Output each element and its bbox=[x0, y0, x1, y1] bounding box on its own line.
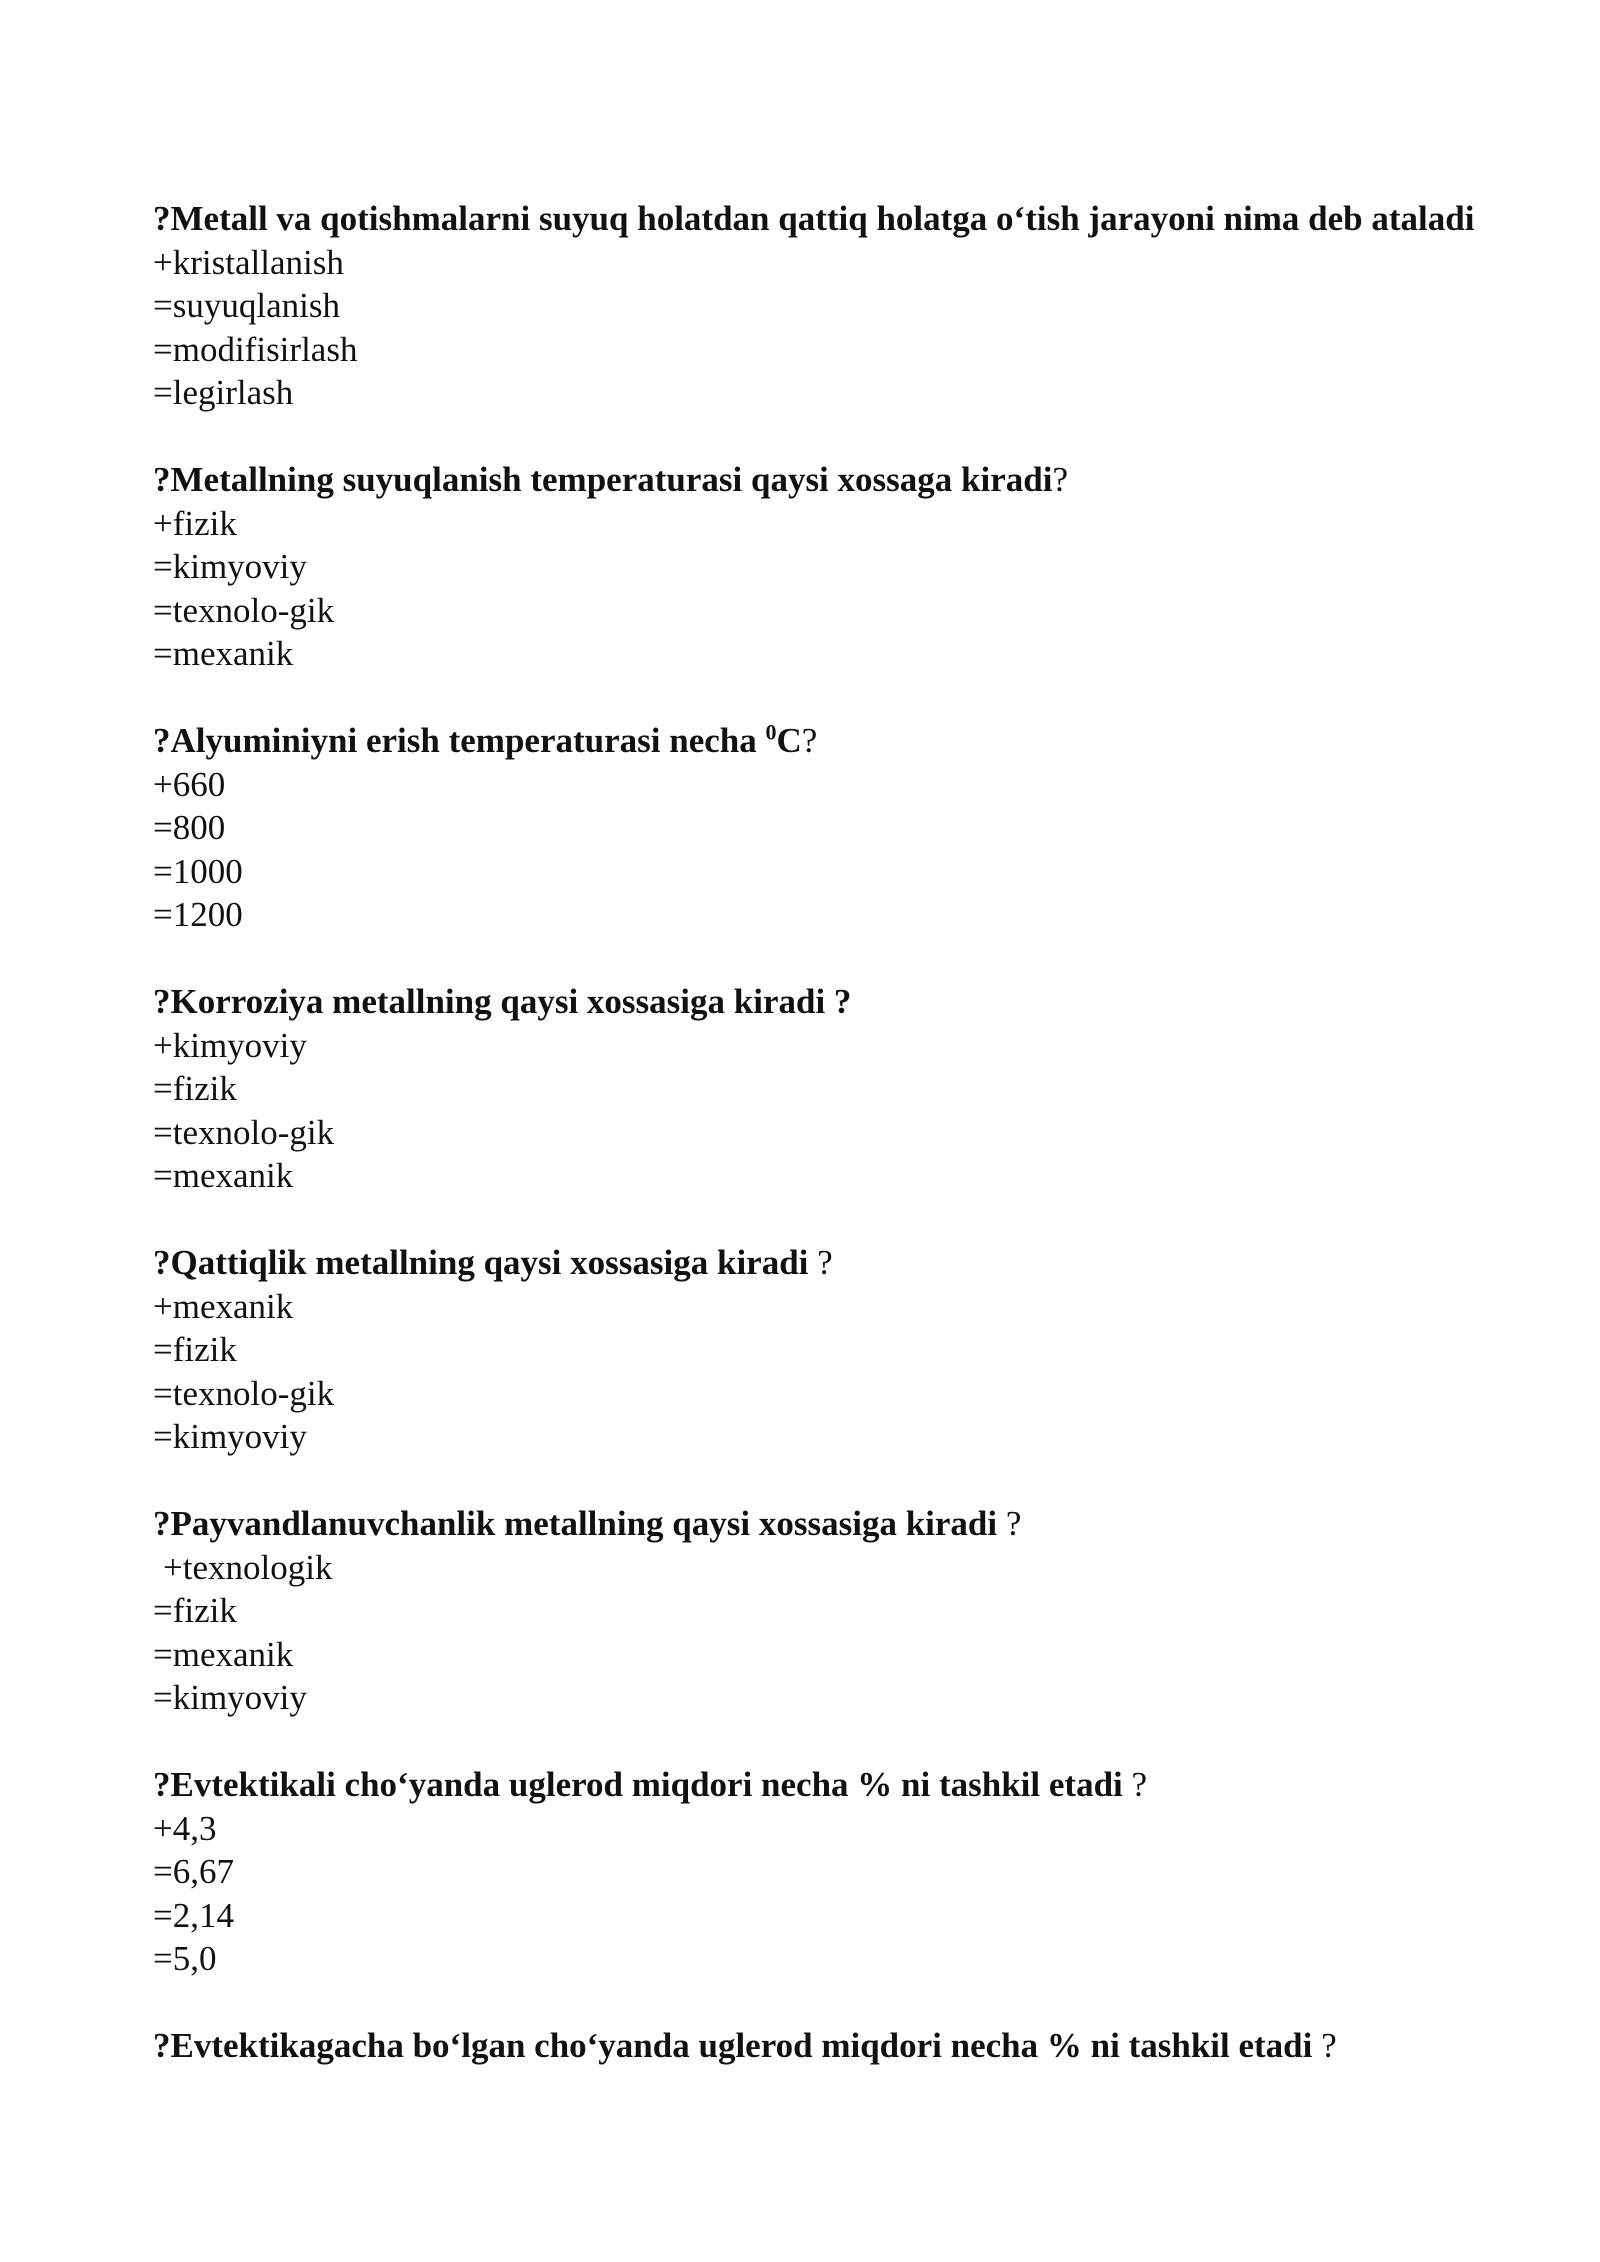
question-block-2 bbox=[153, 458, 1525, 676]
question-bold-text: ?Evtektikagacha bo‘lgan cho‘yanda uglerod miqdori necha % ni tashkil etadi bbox=[153, 2026, 1313, 2065]
question-text bbox=[153, 719, 1525, 763]
question-tail-text: ? bbox=[808, 1243, 833, 1282]
question-text bbox=[153, 1763, 1525, 1807]
answer-option: =kimyoviy bbox=[153, 1678, 307, 1717]
question-tail-text: ? bbox=[1052, 460, 1068, 499]
question-text bbox=[153, 1241, 1525, 1285]
question-bold-text: ?Korroziya metallning qaysi xossasiga kiradi ? bbox=[153, 982, 852, 1021]
question-block-7 bbox=[153, 1763, 1525, 1981]
question-block-4 bbox=[153, 980, 1525, 1198]
answer-option: =2,14 bbox=[153, 1895, 234, 1935]
question-text bbox=[153, 458, 1525, 502]
answer-option: =kimyoviy bbox=[153, 547, 307, 586]
answer-option: =fizik bbox=[153, 1591, 237, 1630]
answer-options bbox=[153, 241, 1525, 415]
degree-superscript: 0 bbox=[765, 719, 777, 745]
question-block-6 bbox=[153, 1502, 1525, 1720]
answer-options bbox=[153, 502, 1525, 676]
answer-option: =6,67 bbox=[153, 1852, 234, 1891]
answer-options bbox=[153, 1024, 1525, 1198]
answer-option: +kristallanish bbox=[153, 242, 344, 282]
answer-option: =texnolo-gik bbox=[153, 1112, 335, 1152]
question-bold-text: ?Evtektikali cho‘yanda uglerod miqdori necha % ni tashkil etadi bbox=[153, 1765, 1123, 1804]
question-block-8 bbox=[153, 2024, 1525, 2068]
answer-option: +kimyoviy bbox=[153, 1025, 307, 1065]
answer-option: +4,3 bbox=[153, 1808, 217, 1848]
answer-options bbox=[153, 1285, 1525, 1459]
question-block-1 bbox=[153, 197, 1525, 415]
question-tail-text: ? bbox=[1312, 2026, 1337, 2065]
answer-option: =legirlash bbox=[153, 373, 294, 412]
question-bold-text: ?Alyuminiyni erish temperaturasi necha bbox=[153, 721, 766, 760]
question-bold-text: ?Metall va qotishmalarni suyuq holatdan qattiq holatga o‘tish jarayoni nima deb ataladi bbox=[153, 199, 1475, 238]
answer-option: =1200 bbox=[153, 895, 243, 934]
answer-option: =mexanik bbox=[153, 1634, 294, 1674]
answer-option: =suyuqlanish bbox=[153, 286, 340, 325]
answer-option: =texnolo-gik bbox=[153, 590, 335, 630]
answer-option: =fizik bbox=[153, 1330, 237, 1369]
answer-option: +660 bbox=[153, 764, 226, 804]
answer-option: =mexanik bbox=[153, 1156, 294, 1195]
answer-option: =modifisirlash bbox=[153, 329, 358, 369]
question-block-3 bbox=[153, 719, 1525, 937]
answer-option: =texnolo-gik bbox=[153, 1373, 335, 1413]
question-text bbox=[153, 197, 1525, 241]
question-tail-text: ? bbox=[801, 721, 818, 760]
question-text bbox=[153, 1502, 1525, 1546]
question-bold-text: ?Qattiqlik metallning qaysi xossasiga kiradi bbox=[153, 1243, 809, 1282]
answer-option: =1000 bbox=[153, 851, 243, 891]
answer-option: =mexanik bbox=[153, 634, 294, 673]
answer-options bbox=[153, 1546, 1525, 1720]
answer-option: =kimyoviy bbox=[153, 1417, 307, 1456]
question-tail-text: ? bbox=[1122, 1765, 1148, 1804]
answer-option: =fizik bbox=[153, 1069, 237, 1108]
answer-option: +fizik bbox=[153, 503, 237, 543]
question-block-5 bbox=[153, 1241, 1525, 1459]
answer-option: =800 bbox=[153, 808, 226, 847]
answer-option: +mexanik bbox=[153, 1286, 294, 1326]
document-body bbox=[153, 197, 1525, 2111]
question-text bbox=[153, 980, 1525, 1024]
answer-option: =5,0 bbox=[153, 1939, 217, 1978]
question-bold-unit: C bbox=[776, 721, 802, 760]
question-text bbox=[153, 2024, 1525, 2068]
question-tail-text: ? bbox=[997, 1504, 1022, 1543]
answer-options bbox=[153, 1807, 1525, 1981]
question-bold-text: ?Metallning suyuqlanish temperaturasi qaysi xossaga kiradi bbox=[153, 460, 1053, 499]
question-bold-text: ?Payvandlanuvchanlik metallning qaysi xossasiga kiradi bbox=[153, 1504, 998, 1543]
answer-option: +texnologik bbox=[163, 1547, 333, 1587]
answer-options bbox=[153, 763, 1525, 937]
